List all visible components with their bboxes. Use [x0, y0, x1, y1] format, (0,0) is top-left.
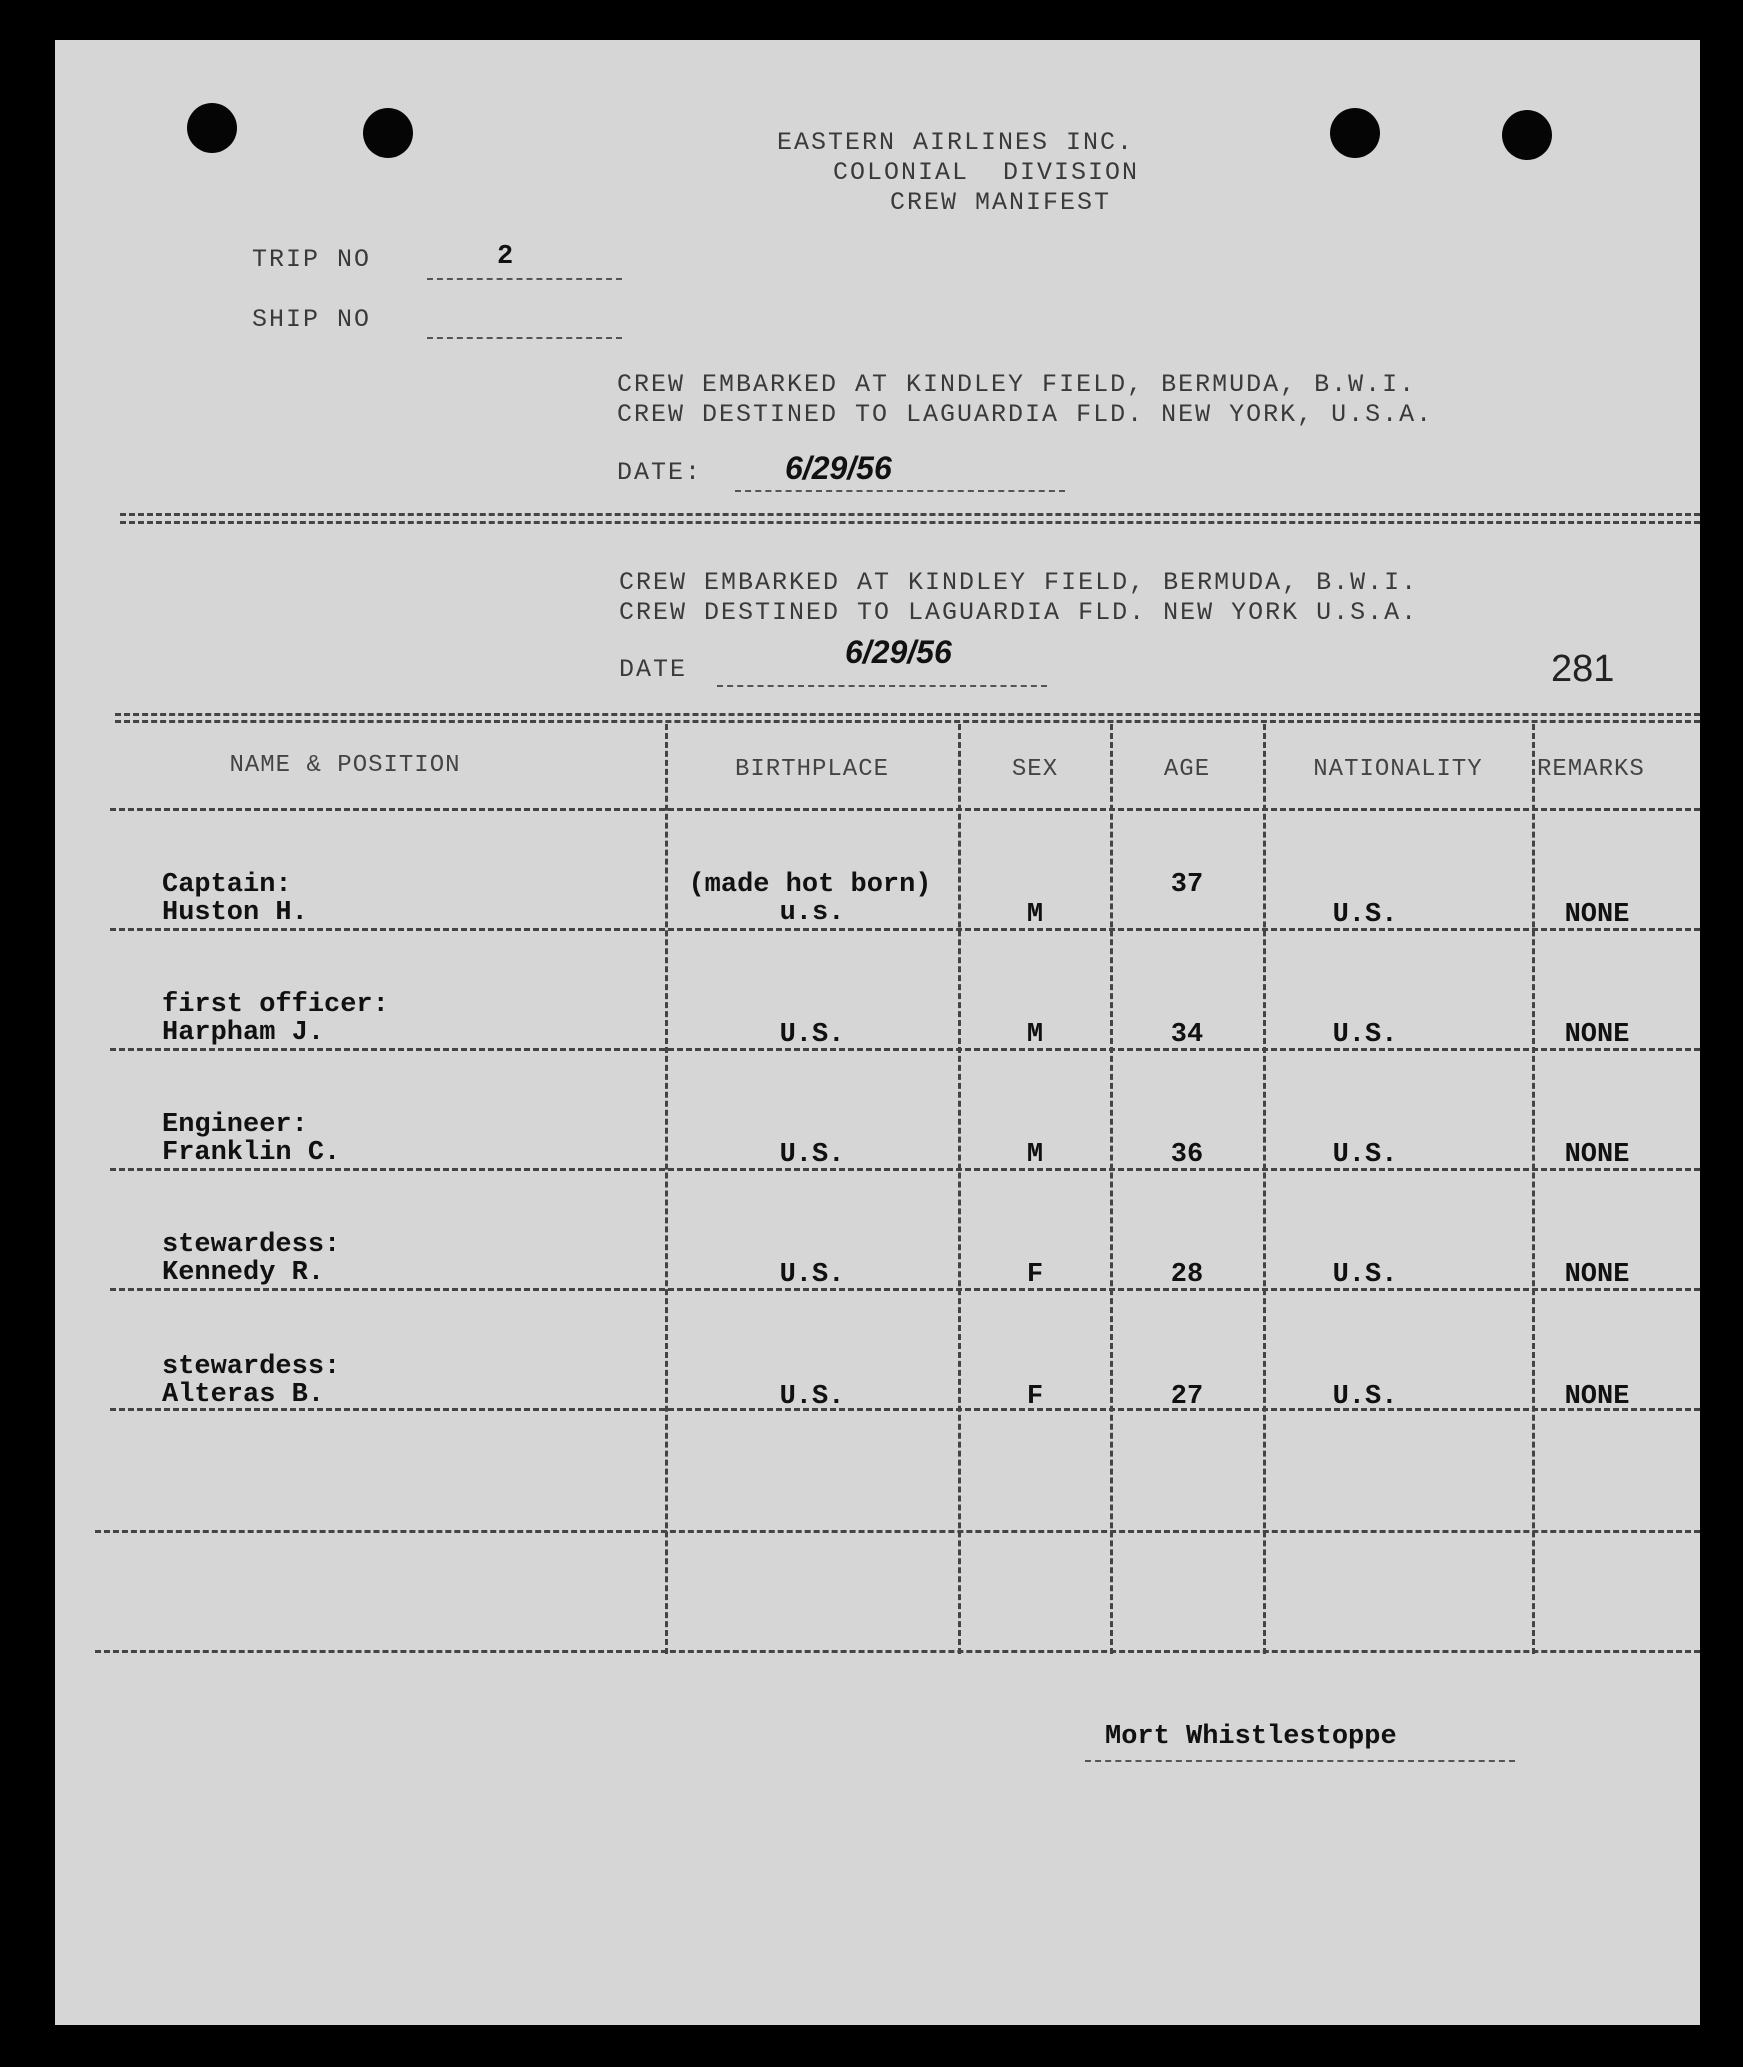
crew-name: Alteras B. [162, 1380, 325, 1410]
sex: M [1026, 900, 1044, 930]
destined-line: CREW DESTINED TO LAGUARDIA FLD. NEW YORK, U.S.A. [617, 400, 1434, 429]
embarked-line: CREW EMBARKED AT KINDLEY FIELD, BERMUDA, B.W.I. [619, 568, 1419, 597]
date-label: DATE [619, 655, 688, 684]
column-header-remarks: REMARKS [1537, 756, 1645, 783]
manifest-page [55, 40, 1700, 2025]
date-value: 6/29/56 [785, 450, 892, 486]
destined-line: CREW DESTINED TO LAGUARDIA FLD. NEW YORK U.S.A. [619, 598, 1419, 627]
birthplace: U.S. [779, 1382, 845, 1412]
punch-hole [1502, 110, 1552, 160]
birthplace-note: (made hot born) [688, 870, 932, 900]
crew-position: first officer: [162, 990, 389, 1020]
age: 34 [1170, 1020, 1204, 1050]
nationality: U.S. [1332, 1140, 1398, 1170]
column-header-nationality: NATIONALITY [1313, 756, 1483, 783]
crew-name: Harpham J. [162, 1018, 325, 1048]
trip-label: TRIP NO [252, 245, 372, 274]
age: 27 [1170, 1382, 1204, 1412]
remarks: NONE [1564, 1140, 1630, 1170]
punch-hole [187, 103, 237, 153]
crew-position: Engineer: [162, 1110, 308, 1140]
crew-name: Huston H. [162, 898, 308, 928]
document-title: CREW MANIFEST [890, 188, 1112, 217]
remarks: NONE [1564, 1382, 1630, 1412]
table-top-rule [115, 720, 1700, 723]
row-rule [110, 928, 1700, 931]
crew-position: stewardess: [162, 1352, 341, 1382]
punch-hole [1330, 108, 1380, 158]
nationality: U.S. [1332, 1260, 1398, 1290]
crew-position: stewardess: [162, 1230, 341, 1260]
trip-underline [427, 278, 622, 280]
signature: Mort Whistlestoppe [1105, 1722, 1397, 1752]
sex: F [1026, 1382, 1044, 1412]
age: 37 [1170, 870, 1204, 900]
column-rule [1110, 724, 1113, 1654]
section-divider [120, 521, 1700, 524]
column-rule [1532, 724, 1535, 1654]
signature-underline [1085, 1760, 1515, 1762]
row-rule [95, 1650, 1700, 1653]
row-rule [95, 1530, 1700, 1533]
nationality: U.S. [1332, 900, 1398, 930]
sex: M [1026, 1140, 1044, 1170]
trip-value: 2 [497, 242, 514, 272]
ship-underline [427, 337, 622, 339]
date-label: DATE: [617, 458, 703, 487]
column-rule [958, 724, 961, 1654]
remarks: NONE [1564, 1020, 1630, 1050]
sex: M [1026, 1020, 1044, 1050]
nationality: U.S. [1332, 1020, 1398, 1050]
crew-name: Kennedy R. [162, 1258, 325, 1288]
date-underline [717, 685, 1047, 687]
date-underline [735, 490, 1065, 492]
remarks: NONE [1564, 1260, 1630, 1290]
column-header-sex: SEX [1011, 756, 1059, 783]
page-number: 281 [1551, 648, 1615, 690]
embarked-line: CREW EMBARKED AT KINDLEY FIELD, BERMUDA, B.W.I. [617, 370, 1417, 399]
column-rule [665, 724, 668, 1654]
punch-hole [363, 108, 413, 158]
company-name: EASTERN AIRLINES INC. [777, 128, 1135, 157]
section-divider [120, 513, 1700, 516]
birthplace: U.S. [779, 1140, 845, 1170]
table-header-rule [110, 808, 1700, 811]
age: 28 [1170, 1260, 1204, 1290]
column-header-age: AGE [1163, 756, 1211, 783]
nationality: U.S. [1332, 1382, 1398, 1412]
sex: F [1026, 1260, 1044, 1290]
date-value: 6/29/56 [845, 634, 952, 670]
crew-name: Franklin C. [162, 1138, 341, 1168]
table-top-rule [115, 713, 1700, 716]
birthplace: u.s. [779, 898, 845, 928]
birthplace: U.S. [779, 1020, 845, 1050]
column-header-birthplace: BIRTHPLACE [734, 756, 890, 783]
column-rule [1263, 724, 1266, 1654]
crew-position: Captain: [162, 870, 292, 900]
column-header-name: NAME & POSITION [229, 752, 461, 779]
age: 36 [1170, 1140, 1204, 1170]
remarks: NONE [1564, 900, 1630, 930]
division-name: COLONIAL DIVISION [833, 158, 1140, 187]
birthplace: U.S. [779, 1260, 845, 1290]
ship-label: SHIP NO [252, 305, 372, 334]
